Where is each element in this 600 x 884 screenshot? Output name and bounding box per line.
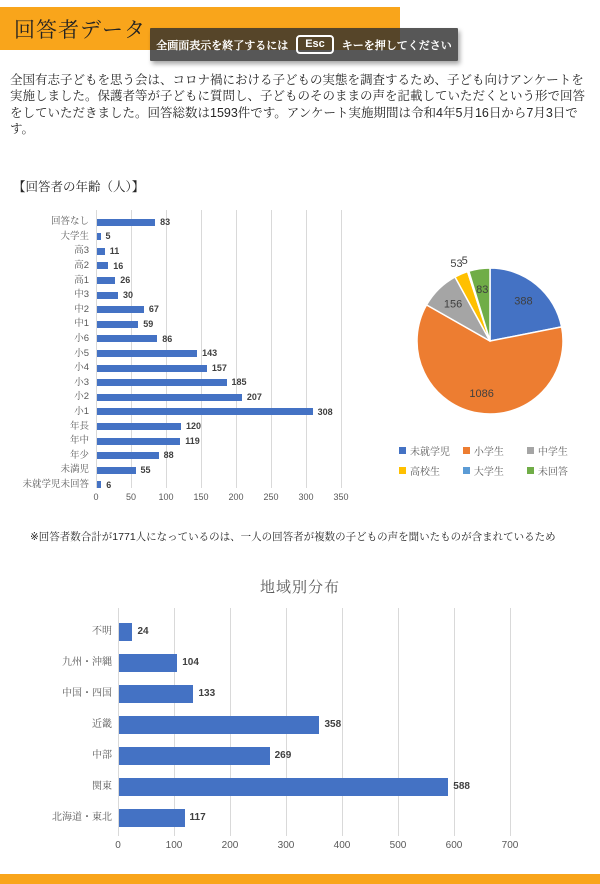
category-label: 小4 [74, 362, 89, 374]
gridline [271, 210, 272, 488]
bar-value-label: 207 [246, 391, 262, 402]
category-label: 中2 [74, 303, 89, 315]
category-label: 中1 [74, 318, 89, 330]
axis-tick-label: 250 [263, 492, 279, 502]
bar-value-label: 120 [186, 421, 202, 432]
age-bar-chart [20, 205, 386, 507]
pie-value-label: 83 [476, 284, 489, 296]
category-label: 年長 [69, 420, 89, 432]
category-label: 中部 [92, 749, 112, 761]
legend-swatch [527, 467, 534, 474]
bar [119, 623, 132, 641]
gridline [341, 210, 342, 488]
bar-value-label: 308 [317, 406, 333, 417]
bar [97, 467, 136, 474]
gridline [510, 608, 511, 836]
pie-value-label: 1086 [469, 387, 494, 400]
legend-label: 大学生 [473, 466, 504, 478]
axis-tick-label: 150 [193, 492, 209, 502]
gridline [454, 608, 455, 836]
category-label: 高2 [74, 259, 89, 271]
bar-value-label: 30 [123, 289, 134, 300]
axis-tick-label: 50 [125, 492, 136, 502]
legend-swatch [463, 467, 470, 474]
esc-key-badge: Esc [296, 35, 334, 54]
axis-tick-label: 500 [389, 840, 407, 851]
category-label: 関東 [92, 780, 112, 792]
category-label: 小3 [74, 376, 89, 388]
bar-value-label: 67 [148, 304, 159, 315]
bar [97, 350, 197, 357]
region-chart-title: 地域別分布 [259, 579, 340, 596]
gridline [342, 608, 343, 836]
bar [97, 394, 242, 401]
bar-value-label: 185 [231, 377, 247, 388]
bar [97, 408, 313, 415]
page-title: 回答者データ [14, 18, 146, 42]
tooltip-text-before: 全画面表示を終了するには [156, 39, 289, 52]
bar-value-label: 143 [202, 348, 218, 359]
pie-value-label: 53 [450, 258, 463, 271]
category-label: 高1 [74, 274, 89, 286]
legend-label: 中学生 [537, 446, 568, 458]
bar [119, 654, 177, 672]
bar [97, 438, 180, 445]
legend-item [399, 460, 463, 480]
axis-tick-label: 100 [158, 492, 174, 502]
bar-value-label: 88 [163, 450, 174, 461]
bar [97, 379, 227, 386]
bar-value-label: 117 [189, 812, 206, 824]
category-label: 小1 [74, 405, 89, 417]
pie-value-label: 388 [514, 295, 533, 308]
axis-tick-label: 600 [445, 840, 463, 851]
bar [97, 335, 157, 342]
category-label: 九州・沖縄 [62, 656, 112, 668]
category-label: 未満児 [60, 464, 89, 476]
gridline [306, 210, 307, 488]
age-chart-heading: 【回答者の年齢（人）】 [13, 180, 145, 194]
bar-value-label: 24 [137, 626, 149, 638]
bar-value-label: 269 [274, 750, 292, 762]
bar-value-label: 104 [182, 657, 199, 669]
category-label: 年中 [69, 435, 89, 447]
legend-swatch [527, 447, 534, 454]
fullscreen-exit-tooltip [150, 28, 458, 61]
bar-value-label: 5 [105, 231, 111, 242]
pie-legend [399, 440, 591, 480]
legend-label: 高校生 [410, 466, 440, 478]
bar-value-label: 26 [120, 275, 131, 286]
legend-swatch [399, 467, 406, 474]
legend-label: 未回答 [537, 466, 568, 478]
category-label: 中国・四国 [62, 687, 112, 699]
category-label: 大学生 [60, 230, 89, 242]
bar-value-label: 119 [185, 435, 200, 446]
bar [119, 747, 270, 765]
category-label: 小5 [74, 347, 89, 359]
bar [97, 481, 101, 488]
category-label: 回答なし [50, 216, 89, 228]
axis-tick-label: 200 [228, 492, 244, 502]
category-label: 不明 [92, 625, 112, 637]
bar [97, 277, 115, 284]
axis-tick-label: 300 [277, 840, 295, 851]
axis-tick-label: 350 [333, 492, 349, 502]
bar [119, 778, 448, 796]
axis-tick-label: 700 [501, 840, 519, 851]
bar-value-label: 588 [453, 781, 470, 793]
gridline [236, 210, 237, 488]
pie-value-label: 5 [461, 255, 468, 268]
category-label: 小2 [74, 391, 89, 403]
legend-label: 未就学児 [410, 446, 450, 458]
tooltip-text-after: キーを押してください [341, 39, 452, 52]
bottom-accent-bar [0, 874, 600, 884]
category-label: 高3 [74, 245, 89, 257]
category-label: 北海道・東北 [52, 811, 112, 823]
bar [97, 262, 108, 269]
axis-tick-label: 400 [333, 840, 351, 851]
bar-value-label: 157 [211, 362, 227, 373]
intro-paragraph: 全国有志子どもを思う会は、コロナ禍における子どもの実態を調査するため、子ども向けアンケートを実施しました。保護者等が子どもに質問し、子どものそのままの声を記載していただくという形で回答をしていただきました。回答総数は1593件です。アンケート実施期間は令和4年5月16日から7月3日です。 [10, 73, 586, 137]
legend-item [463, 460, 527, 480]
bar-value-label: 16 [113, 260, 124, 271]
category-label: 年少 [69, 449, 89, 461]
bar-value-label: 86 [162, 333, 173, 344]
bar-value-label: 55 [140, 464, 151, 475]
axis-tick-label: 100 [165, 840, 183, 851]
bar-value-label: 83 [160, 216, 171, 227]
category-label: 未就学児未回答 [22, 478, 89, 490]
legend-item [527, 460, 591, 480]
bar [97, 292, 118, 299]
footnote: ※回答者数合計が1771人になっているのは、一人の回答者が複数の子どもの声を聞いたものが含まれているため [30, 531, 556, 543]
legend-label: 小学生 [473, 446, 504, 458]
bar [97, 423, 181, 430]
legend-swatch [463, 447, 470, 454]
bar-value-label: 11 [109, 245, 120, 256]
axis-tick-label: 200 [221, 840, 239, 851]
axis-tick-label: 300 [298, 492, 314, 502]
bar-value-label: 6 [106, 479, 112, 490]
legend-swatch [399, 447, 406, 454]
bar [97, 233, 101, 240]
bar-value-label: 358 [324, 719, 342, 731]
axis-tick-label: 0 [115, 840, 121, 851]
axis-tick-label: 0 [93, 492, 99, 502]
age-group-pie-chart [395, 248, 595, 438]
bar [97, 452, 159, 459]
bar [119, 716, 319, 734]
legend-item [527, 440, 591, 460]
category-label: 中3 [74, 289, 89, 301]
bar [97, 321, 138, 328]
legend-item [399, 440, 463, 460]
bar-value-label: 133 [198, 688, 216, 700]
legend-item [463, 440, 527, 460]
bar [97, 306, 144, 313]
bar-value-label: 59 [143, 318, 154, 329]
bar [119, 685, 193, 703]
bar [97, 219, 155, 226]
pie-value-label: 156 [443, 298, 463, 311]
bar [97, 248, 105, 255]
bar [97, 365, 207, 372]
bar [119, 809, 185, 827]
category-label: 近畿 [92, 718, 112, 730]
gridline [398, 608, 399, 836]
region-bar-chart [30, 600, 570, 858]
category-label: 小6 [74, 332, 89, 344]
